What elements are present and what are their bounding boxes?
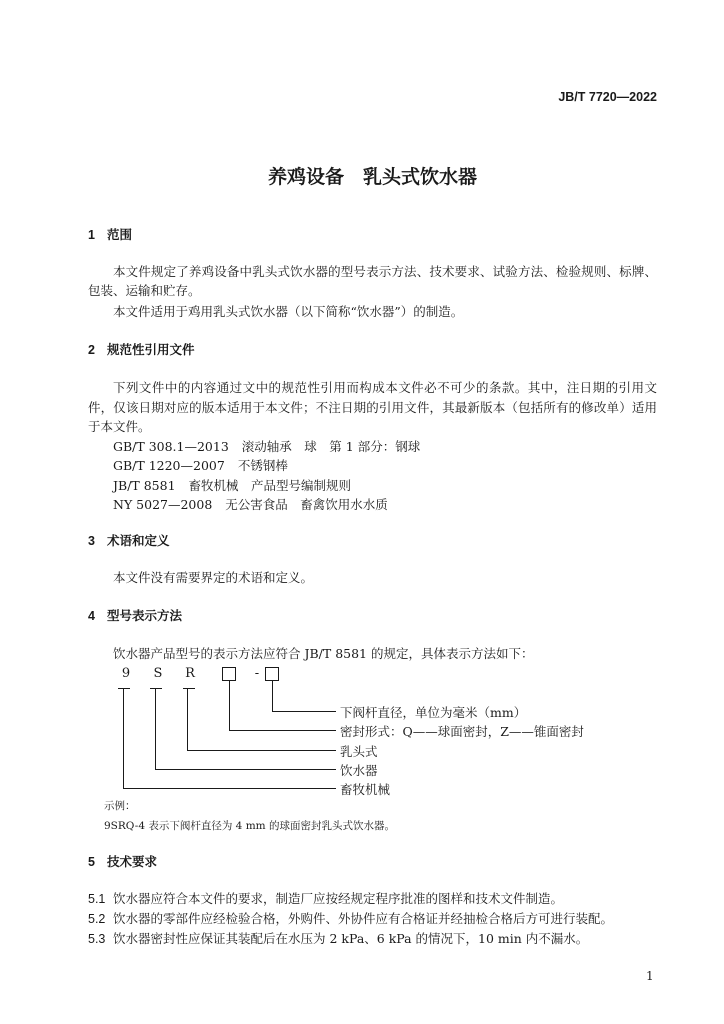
stem-diameter-box [266, 668, 279, 681]
leader-line [156, 688, 337, 770]
paragraph-line: 于本文件。 [88, 419, 151, 434]
legend-drinker: 饮水器 [340, 763, 378, 778]
legend-nipple-type: 乳头式 [340, 744, 378, 759]
paragraph-line: 饮水器产品型号的表示方法应符合 JB/T 8581 的规定，具体表示方法如下： [113, 646, 534, 661]
page-number: 1 [646, 969, 654, 983]
leader-line [188, 688, 337, 751]
document-title: 养鸡设备 乳头式饮水器 [267, 167, 477, 188]
paragraph-line: 本文件适用于鸡用乳头式饮水器（以下简称“饮水器”）的制造。 [113, 304, 464, 319]
clause-text: 饮水器密封性应保证其装配后在水压为 2 kPa、6 kPa 的情况下，10 min 内不漏水。 [113, 931, 589, 946]
reference-item [113, 458, 288, 474]
clause-number: 5.3 [88, 932, 106, 946]
reference-name: 不锈钢棒 [237, 458, 288, 473]
section-number: 5 [88, 855, 95, 869]
model-code-char: R [185, 666, 195, 681]
clause-number: 5.1 [88, 892, 106, 906]
reference-item [113, 478, 351, 494]
reference-code: GB/T 1220—2007 [113, 458, 225, 473]
document-number: JB/T 7720—2022 [558, 90, 657, 104]
section-title: 规范性引用文件 [107, 343, 195, 357]
leader-line [230, 681, 337, 731]
reference-name: 滚动轴承 球 第 1 部分：钢球 [241, 439, 421, 454]
model-code-char: S [153, 666, 163, 681]
section-title: 范围 [107, 228, 133, 242]
paragraph-line: 下列文件中的内容通过文中的规范性引用而构成本文件必不可少的条款。其中，注日期的引用文 [113, 380, 657, 395]
paragraph-line: 本文件没有需要界定的术语和定义。 [113, 570, 314, 585]
leader-line [273, 681, 337, 712]
clause-number: 5.2 [88, 912, 106, 926]
paragraph-line: 本文件规定了养鸡设备中乳头式饮水器的型号表示方法、技术要求、试验方法、检验规则、标牌、 [113, 264, 657, 279]
section-number: 3 [88, 534, 95, 548]
legend-seal-type: 密封形式：Q——球面密封，Z——锥面密封 [340, 724, 584, 739]
section-number: 1 [88, 228, 95, 242]
clause-text: 饮水器的零部件应经检验合格，外购件、外协件应有合格证并经抽检合格后方可进行装配。 [113, 911, 614, 926]
clause-text: 饮水器应符合本文件的要求，制造厂应按经规定程序批准的图样和技术文件制造。 [113, 891, 564, 906]
reference-code: JB/T 8581 [113, 478, 176, 493]
reference-code: NY 5027—2008 [113, 497, 213, 512]
paragraph-line: 包装、运输和贮存。 [88, 283, 201, 298]
section-title: 型号表示方法 [107, 609, 183, 623]
model-code-char: 9 [121, 666, 131, 681]
section-number: 2 [88, 343, 95, 357]
section-title: 术语和定义 [107, 534, 170, 548]
reference-item [113, 439, 420, 455]
example-label: 示例： [104, 800, 136, 812]
section-title: 技术要求 [107, 855, 158, 869]
legend-livestock-machinery: 畜牧机械 [340, 782, 391, 797]
paragraph-line: 件，仅该日期对应的版本适用于本文件；不注日期的引用文件，其最新版本（包括所有的修改单）适用 [88, 400, 657, 415]
reference-item [113, 497, 388, 513]
reference-name: 畜牧机械 产品型号编制规则 [188, 478, 352, 493]
reference-name: 无公害食品 畜禽饮用水水质 [225, 497, 388, 512]
legend-stem-diameter: 下阀杆直径，单位为毫米（mm） [340, 705, 527, 720]
example-text: 9SRQ-4 表示下阀杆直径为 4 mm 的球面密封乳头式饮水器。 [104, 820, 395, 832]
seal-type-box [223, 668, 236, 681]
section-number: 4 [88, 609, 95, 623]
reference-code: GB/T 308.1—2013 [113, 439, 229, 454]
model-code-separator: - [254, 666, 260, 681]
leader-line [124, 688, 337, 789]
